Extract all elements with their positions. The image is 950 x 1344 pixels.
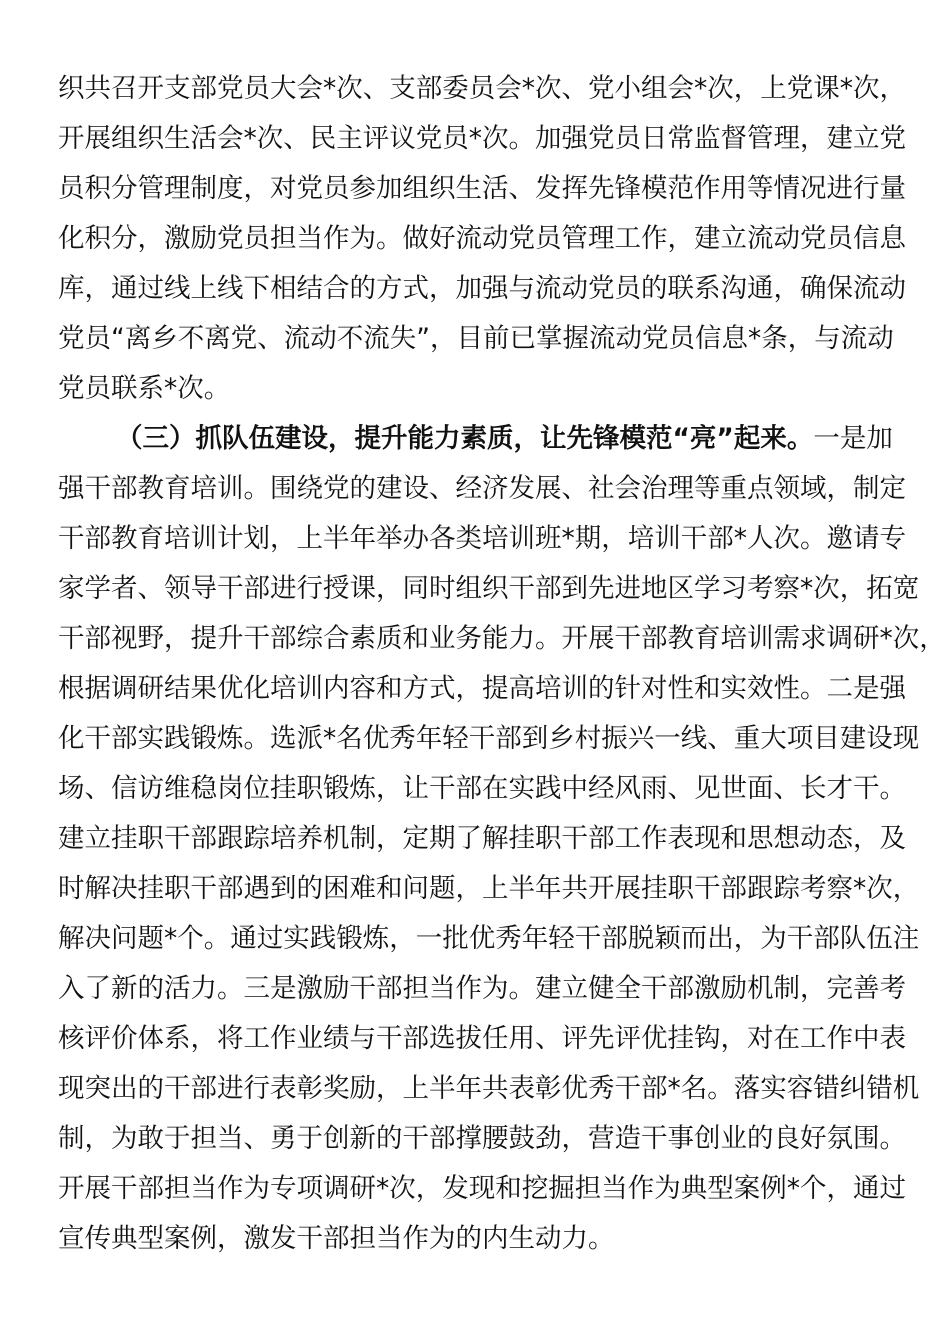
text-line: 建立挂职干部跟踪培养机制，定期了解挂职干部工作表现和思想动态，及 [58, 823, 906, 854]
text-line: 现突出的干部进行表彰奖励，上半年共表彰优秀干部*名。落实容错纠错机 [58, 1073, 920, 1104]
text-line: 家学者、领导干部进行授课，同时组织干部到先进地区学习考察*次，拓宽 [58, 573, 920, 604]
text-line: 化积分，激励党员担当作为。做好流动党员管理工作，建立流动党员信息 [58, 223, 906, 254]
text-line: 场、信访维稳岗位挂职锻炼，让干部在实践中经风雨、见世面、长才干。 [58, 773, 906, 804]
paragraph-party-members [58, 64, 910, 414]
text-line: 化干部实践锻炼。选派*名优秀年轻干部到乡村振兴一线、重大项目建设现 [58, 723, 920, 754]
text-line: 时解决挂职干部遇到的困难和问题，上半年共开展挂职干部跟踪考察*次， [58, 873, 920, 904]
text-line: 入了新的活力。三是激励干部担当作为。建立健全干部激励机制，完善考 [58, 973, 906, 1004]
text-line: 库，通过线上线下相结合的方式，加强与流动党员的联系沟通，确保流动 [58, 273, 906, 304]
text-line: 干部视野，提升干部综合素质和业务能力。开展干部教育培训需求调研*次， [58, 623, 946, 654]
text-fragment: 一是加 [813, 423, 893, 454]
text-line: 员积分管理制度，对党员参加组织生活、发挥先锋模范作用等情况进行量 [58, 173, 906, 204]
document-page [58, 64, 946, 1264]
text-line: 织共召开支部党员大会*次、支部委员会*次、党小组会*次，上党课*次， [58, 73, 906, 104]
section-heading: （三）抓队伍建设，提升能力素质，让先锋模范“亮”起来。 [116, 423, 814, 454]
text-line: 核评价体系，将工作业绩与干部选拔任用、评先评优挂钩，对在工作中表 [58, 1023, 906, 1054]
text-line: 制，为敢于担当、勇于创新的干部撑腰鼓劲，营造干事创业的良好氛围。 [58, 1123, 906, 1154]
text-line: 根据调研结果优化培训内容和方式，提高培训的针对性和实效性。二是强 [58, 673, 906, 704]
text-line: 开展干部担当作为专项调研*次，发现和挖掘担当作为典型案例*个，通过 [58, 1173, 906, 1204]
text-line: 解决问题*个。通过实践锻炼，一批优秀年轻干部脱颖而出，为干部队伍注 [58, 923, 920, 954]
text-line: 开展组织生活会*次、民主评议党员*次。加强党员日常监督管理，建立党 [58, 123, 906, 154]
text-line: 宣传典型案例，激发干部担当作为的内生动力。 [58, 1223, 615, 1254]
paragraph-team-building [58, 414, 946, 1264]
text-line: 干部教育培训计划，上半年举办各类培训班*期，培训干部*人次。邀请专 [58, 523, 906, 554]
text-line: 强干部教育培训。围绕党的建设、经济发展、社会治理等重点领域，制定 [58, 473, 906, 504]
section-heading-line [58, 414, 910, 464]
text-line: 党员联系*次。 [58, 373, 231, 404]
text-line: 党员“离乡不离党、流动不流失”，目前已掌握流动党员信息*条，与流动 [58, 323, 894, 354]
